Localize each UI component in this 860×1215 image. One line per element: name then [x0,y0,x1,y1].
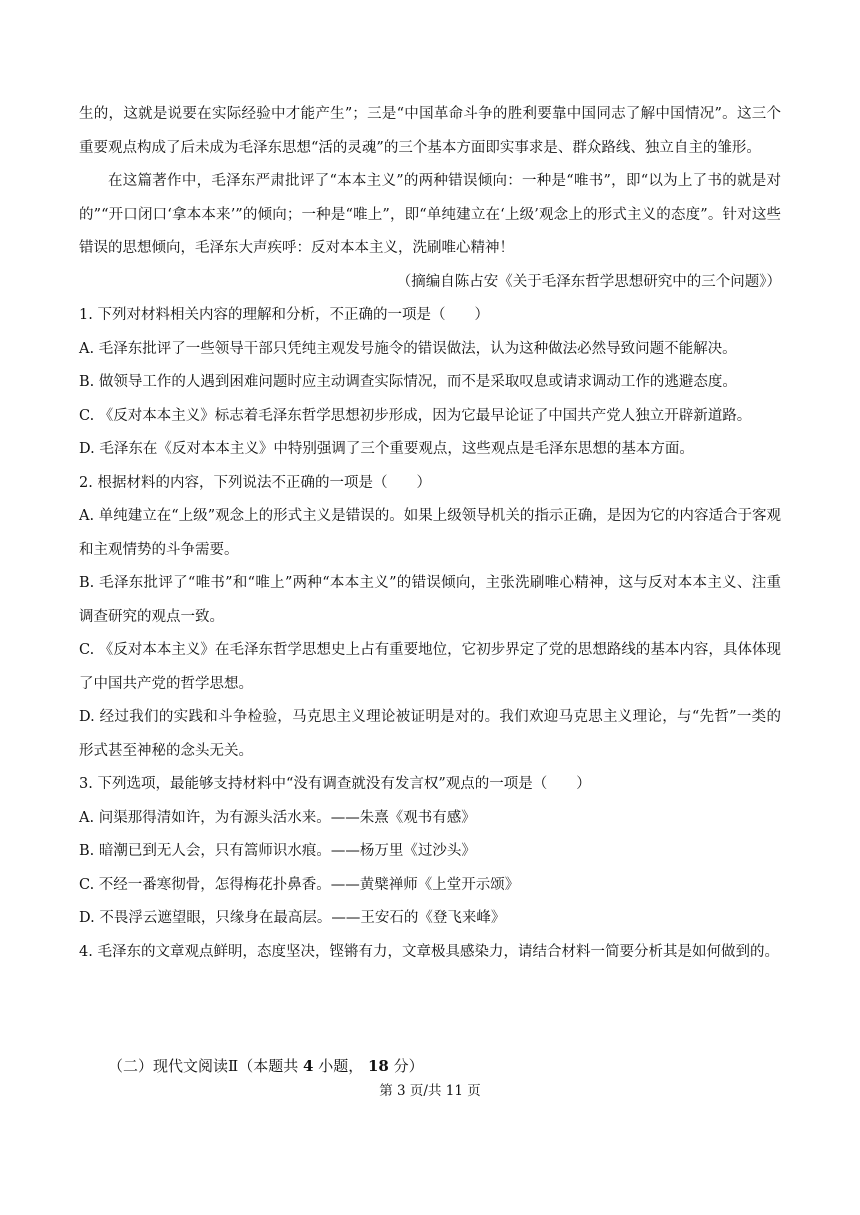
question-3-option-a: A. 问渠那得清如许，为有源头活水来。——朱熹《观书有感》 [79,809,476,826]
question-1-option-c: C. 《反对本本主义》标志着毛泽东哲学思想初步形成，因为它最早论证了中国共产党人独立开辟新道路。 [79,407,752,424]
question-2-option-c: C. 《反对本本主义》在毛泽东哲学思想史上占有重要地位，它初步界定了党的思想路线的基本内容，具体体现了中国共产党的哲学思想。 [79,642,781,692]
question-3-option-c: C. 不经一番寒彻骨，怎得梅花扑鼻香。——黄檗禅师《上堂开示颂》 [79,876,520,893]
passage-paragraph-1: 生的，这就是说要在实际经验中才能产生”；三是“中国革命斗争的胜利要靠中国同志了解中国情况”。这三个重要观点构成了后未成为毛泽东思想“活的灵魂”的三个基本方面即实事求是、群众路线、独立自主的雏形。 [79,106,781,156]
passage-source: （摘编自陈占安《关于毛泽东哲学思想研究中的三个问题》） [396,273,781,290]
question-2-option-b: B. 毛泽东批评了“唯书”和“唯上”两种“本本主义”的错误倾向，主张洗刷唯心精神，这与反对本本主义、注重调查研究的观点一致。 [79,575,781,625]
section-heading [108,1054,424,1078]
section-question-count: 4 [302,1057,314,1075]
question-3-stem: 3. 下列选项，最能够支持材料中“没有调查就没有发言权”观点的一项是（ ） [79,776,591,792]
question-1-option-a: A. 毛泽东批评了一些领导干部只凭纯主观发号施令的错误做法，认为这种做法必然导致问题不能解决。 [79,340,737,357]
question-2-option-d: D. 经过我们的实践和斗争检验，马克思主义理论被证明是对的。我们欢迎马克思主义理论，与“先哲”一类的形式甚至神秘的念头无关。 [79,709,781,759]
question-2-option-a: A. 单纯建立在“上级”观念上的形式主义是错误的。如果上级领导机关的指示正确，是因为它的内容适合于客观和主观情势的斗争需要。 [79,508,781,558]
page-footer: 第 3 页/共 11 页 [379,1083,481,1099]
section-score: 18 [368,1057,389,1075]
passage-paragraph-2: 在这篇著作中，毛泽东严肃批评了“本本主义”的两种错误倾向：一种是“唯书”，即“以为上了书的就是对的”“开口闭口‘拿本本来’”的倾向；一种是“唯上”，即“单纯建立在‘上级’观念上的形式主义的态度”。针对这些错误的思想倾向，毛泽东大声疾呼：反对本本主义，洗刷唯心精神！ [79,173,781,256]
reading-content [79,98,781,969]
section-mid: 小题， [318,1057,364,1075]
question-2-stem: 2. 根据材料的内容，下列说法不正确的一项是（ ） [79,474,431,491]
question-4-stem: 4. 毛泽东的文章观点鲜明，态度坚决，铿锵有力，文章极具感染力，请结合材料一简要分析其是如何做到的。 [79,943,779,960]
question-1-option-b: B. 做领导工作的人遇到困难问题时应主动调查实际情况，而不是采取叹息或请求调动工作的逃避态度。 [79,374,737,390]
question-1-option-d: D. 毛泽东在《反对本本主义》中特别强调了三个重要观点，这些观点是毛泽东思想的基本方面。 [79,441,694,457]
question-1-stem: 1. 下列对材料相关内容的理解和分析，不正确的一项是（ ） [79,307,489,323]
question-3-option-d: D. 不畏浮云遮望眼，只缘身在最高层。——王安石的《登飞来峰》 [79,910,506,926]
section-suffix: 分） [393,1057,424,1075]
section-prefix: （二）现代文阅读Ⅱ（本题共 [108,1057,299,1075]
question-3-option-b: B. 暗潮已到无人会，只有篙师识水痕。——杨万里《过沙头》 [79,843,476,859]
